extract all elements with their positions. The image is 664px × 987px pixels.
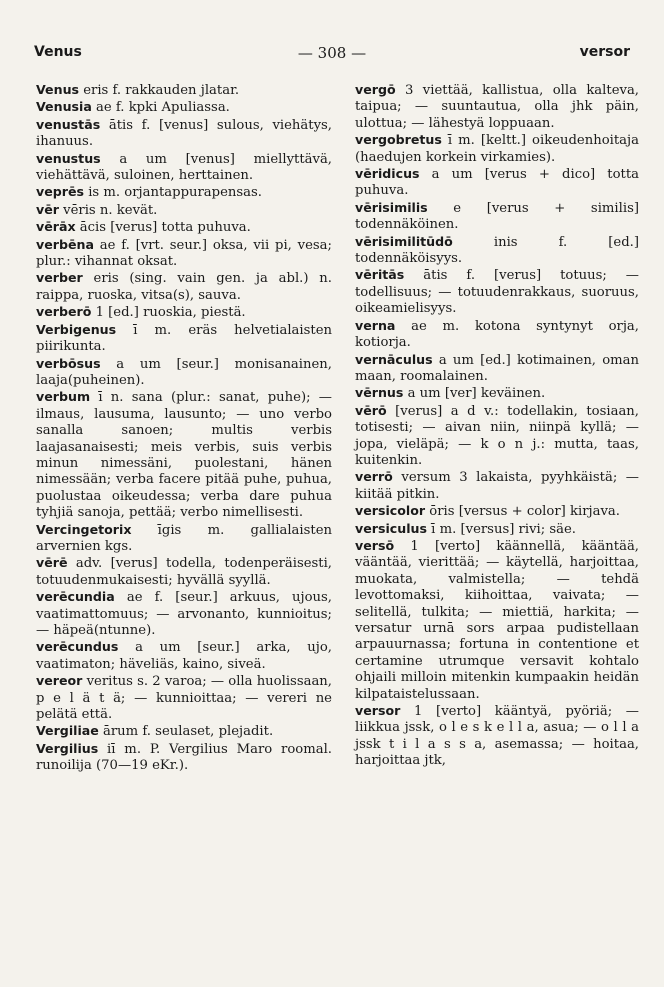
- entry-headword: Vercingetorix: [36, 521, 132, 537]
- dictionary-entry: [355, 538, 639, 703]
- entry-headword: Verbigenus: [36, 321, 117, 337]
- entry-definition: ae f. [seur.] arkuus, ujous, vaatimattomuus; — arvonanto, kunnioitus; — häpeä(ntunne).: [36, 590, 332, 638]
- left-column: [36, 82, 332, 775]
- entry-headword: vērnus: [355, 385, 404, 401]
- dictionary-entry: [355, 82, 639, 132]
- dictionary-entry: [36, 555, 332, 589]
- entry-headword: verbēna: [36, 236, 94, 252]
- entry-definition: ae m. kotona syntynyt orja, kotiorja.: [355, 318, 639, 351]
- entry-definition: a um [seur.] monisanainen, laaja(puheinen).: [36, 356, 332, 388]
- entry-definition: is m. orjantappurapensas.: [84, 185, 262, 201]
- entry-definition: veritus s. 2 varoa; — olla huolissaan, p e l ä t ä; — kunnioittaa; — vereri ne pelätä että.: [36, 674, 332, 723]
- entry-definition: ae f. kpki Apuliassa.: [91, 100, 230, 116]
- entry-headword: vērisimilitūdō: [355, 233, 453, 249]
- dictionary-entry: [36, 723, 332, 740]
- entry-definition: īgis m. gallialaisten arvernien kgs.: [36, 522, 332, 554]
- dictionary-entry: [355, 352, 639, 386]
- entry-definition: versum 3 lakaista, pyyhkäistä; — kiitää pitkin.: [355, 470, 639, 502]
- entry-definition: a um [ed.] kotimainen, oman maan, roomalainen.: [355, 352, 639, 384]
- entry-headword: versor: [355, 703, 401, 719]
- dictionary-entry: [36, 202, 332, 219]
- entry-definition: ī m. [keltt.] oikeudenhoitaja (haedujen korkein virkamies).: [355, 133, 639, 165]
- dictionary-entry: [355, 200, 639, 234]
- dictionary-entry: [355, 403, 639, 470]
- entry-definition: iī m. P. Vergilius Maro roomal. runoilija (70—19 eKr.).: [36, 741, 332, 774]
- dictionary-entry: [36, 270, 332, 304]
- header-first-word: Venus: [34, 44, 82, 60]
- dictionary-entry: [36, 322, 332, 356]
- entry-definition: adv. [verus] todella, todenperäisesti, totuudenmukaisesti; hyvällä syyllä.: [36, 556, 332, 588]
- entry-definition: [verus] a d v.: todellakin, tosiaan, totisesti; — aivan niin, niinpä kyllä; — jopa, vieläpä; — k o n j.: mutta, taas, kuitenkin.: [355, 403, 639, 468]
- dictionary-entry: [355, 469, 639, 503]
- entry-definition: 1 [verto] käännellä, kääntää, vääntää, vierittää; — käytellä, harjoittaa, muokata, valmistella; — tehdä levottomaksi, kiihoittaa, vaivata; — selitellä, tulkita; — miettiä, harkita; — versatur urnā sors arpaa pudistellaan arpauurnassa; fortuna in contentione et certamine utrumque versavit kohtalo ohjaili milloin mitenkin kumpaakin heidän kilpataistelussaan.: [355, 538, 639, 702]
- entry-definition: eris (sing. vain gen. ja abl.) n. raippa, ruoska, vitsa(s), sauva.: [36, 271, 332, 303]
- entry-headword: verna: [355, 317, 396, 333]
- entry-headword: verbum: [36, 389, 91, 405]
- entry-definition: 1 [verto] kääntyä, pyöriä; — liikkua jssk, o l e s k e l l a, asua; — o l l a jssk t i l a s s a, asemassa; — hoitaa, harjoittaa jtk,: [355, 704, 639, 769]
- dictionary-entry: [355, 166, 639, 200]
- entry-headword: verēcundia: [36, 589, 115, 605]
- entry-headword: Vergiliae: [36, 723, 99, 739]
- entry-headword: versicolor: [355, 503, 426, 519]
- dictionary-entry: [36, 389, 332, 521]
- entry-headword: vergobretus: [355, 132, 442, 148]
- dictionary-entry: [36, 117, 332, 151]
- entry-headword: vereor: [36, 673, 83, 689]
- entry-definition: eris f. rakkauden jlatar.: [79, 83, 240, 98]
- dictionary-entry: [36, 237, 332, 271]
- entry-headword: veprēs: [36, 184, 85, 200]
- entry-definition: ātis f. [verus] totuus; — todellisuus; — totuudenrakkaus, suoruus, oikeamielisyys.: [355, 268, 639, 317]
- entry-headword: Venus: [36, 82, 80, 97]
- entry-definition: e [verus + similis] todennäköinen.: [355, 200, 639, 233]
- dictionary-entry: [36, 673, 332, 723]
- entry-definition: 1 [ed.] ruoskia, piestä.: [91, 305, 246, 321]
- dictionary-entry: [355, 318, 639, 352]
- dictionary-entry: [355, 267, 639, 317]
- entry-headword: Vergilius: [36, 740, 99, 756]
- right-column: [355, 82, 639, 770]
- entry-headword: versiculus: [355, 520, 427, 536]
- entry-headword: vērisimilis: [355, 199, 428, 215]
- entry-definition: ārum f. seulaset, plejadit.: [98, 724, 274, 740]
- entry-definition: a um [verus + dico] totta puhuva.: [355, 167, 639, 199]
- entry-definition: a um [seur.] arka, ujo, vaatimaton; häveliäs, kaino, siveä.: [36, 640, 332, 672]
- entry-headword: vēritās: [355, 267, 405, 283]
- header-last-word: versor: [579, 44, 630, 60]
- entry-headword: verbōsus: [36, 355, 101, 371]
- dictionary-entry: [36, 522, 332, 556]
- entry-definition: 3 viettää, kallistua, olla kalteva, taipua; — suuntautua, olla jhk päin, ulottua; — lähestyä loppuaan.: [355, 83, 639, 131]
- entry-headword: vergō: [355, 82, 396, 97]
- entry-headword: Venusia: [36, 99, 92, 115]
- entry-headword: vernāculus: [355, 351, 433, 367]
- page-number: — 308 —: [297, 44, 367, 62]
- dictionary-entry: [36, 151, 332, 185]
- entry-headword: verrō: [355, 469, 393, 485]
- entry-headword: verber: [36, 270, 83, 286]
- entry-headword: venustus: [36, 150, 101, 166]
- dictionary-entry: [355, 385, 639, 402]
- dictionary-entry: [36, 82, 332, 99]
- page-header: [34, 44, 630, 66]
- entry-headword: verberō: [36, 304, 92, 320]
- dictionary-entry: [355, 521, 639, 538]
- entry-headword: vērē: [36, 555, 68, 571]
- dictionary-entry: [36, 184, 332, 201]
- entry-definition: ī n. sana (plur.: sanat, puhe); — ilmaus, lausuma, lausunto; — uno verbo sanalla sanoen; multis verbis laajasanaisesti; meis verbis, suis verbis minun nimessäni, puolestani, hänen nimessään; verba facere pitää puhe, puhua, puolustaa oikeudessa; verba dare puhua tyhjiä sanoja, pettää; verbo nimellisesti.: [36, 390, 332, 521]
- dictionary-entry: [36, 99, 332, 116]
- entry-headword: vēr: [36, 201, 59, 217]
- dictionary-entry: [36, 356, 332, 390]
- dictionary-entry: [36, 639, 332, 673]
- entry-definition: ae f. [vrt. seur.] oksa, vii pi, vesa; plur.: vihannat oksat.: [36, 237, 332, 270]
- entry-headword: venustās: [36, 116, 101, 132]
- entry-definition: ātis f. [venus] sulous, viehätys, ihanuus.: [36, 117, 332, 150]
- entry-definition: ōris [versus + color] kirjava.: [425, 504, 620, 520]
- dictionary-entry: [355, 132, 639, 166]
- entry-definition: ī m. eräs helvetialaisten piirikunta.: [36, 322, 332, 355]
- entry-definition: a um [venus] miellyttävä, viehättävä, suloinen, herttainen.: [36, 151, 332, 184]
- entry-headword: verēcundus: [36, 639, 119, 655]
- entry-definition: ī m. [versus] rivi; säe.: [426, 521, 576, 537]
- entry-definition: inis f. [ed.] todennäköisyys.: [355, 234, 639, 267]
- entry-headword: vērāx: [36, 219, 76, 235]
- entry-definition: ācis [verus] totta puhuva.: [75, 220, 251, 236]
- dictionary-entry: [355, 503, 639, 520]
- dictionary-entry: [36, 304, 332, 321]
- entry-headword: vēridicus: [355, 166, 420, 182]
- entry-headword: vērō: [355, 402, 387, 418]
- entry-definition: a um [ver] keväinen.: [403, 386, 546, 402]
- dictionary-entry: [355, 703, 639, 770]
- dictionary-entry: [355, 234, 639, 268]
- dictionary-entry: [36, 589, 332, 639]
- dictionary-entry: [36, 741, 332, 775]
- entry-definition: vēris n. kevät.: [58, 202, 158, 218]
- entry-headword: versō: [355, 537, 395, 553]
- dictionary-entry: [36, 219, 332, 236]
